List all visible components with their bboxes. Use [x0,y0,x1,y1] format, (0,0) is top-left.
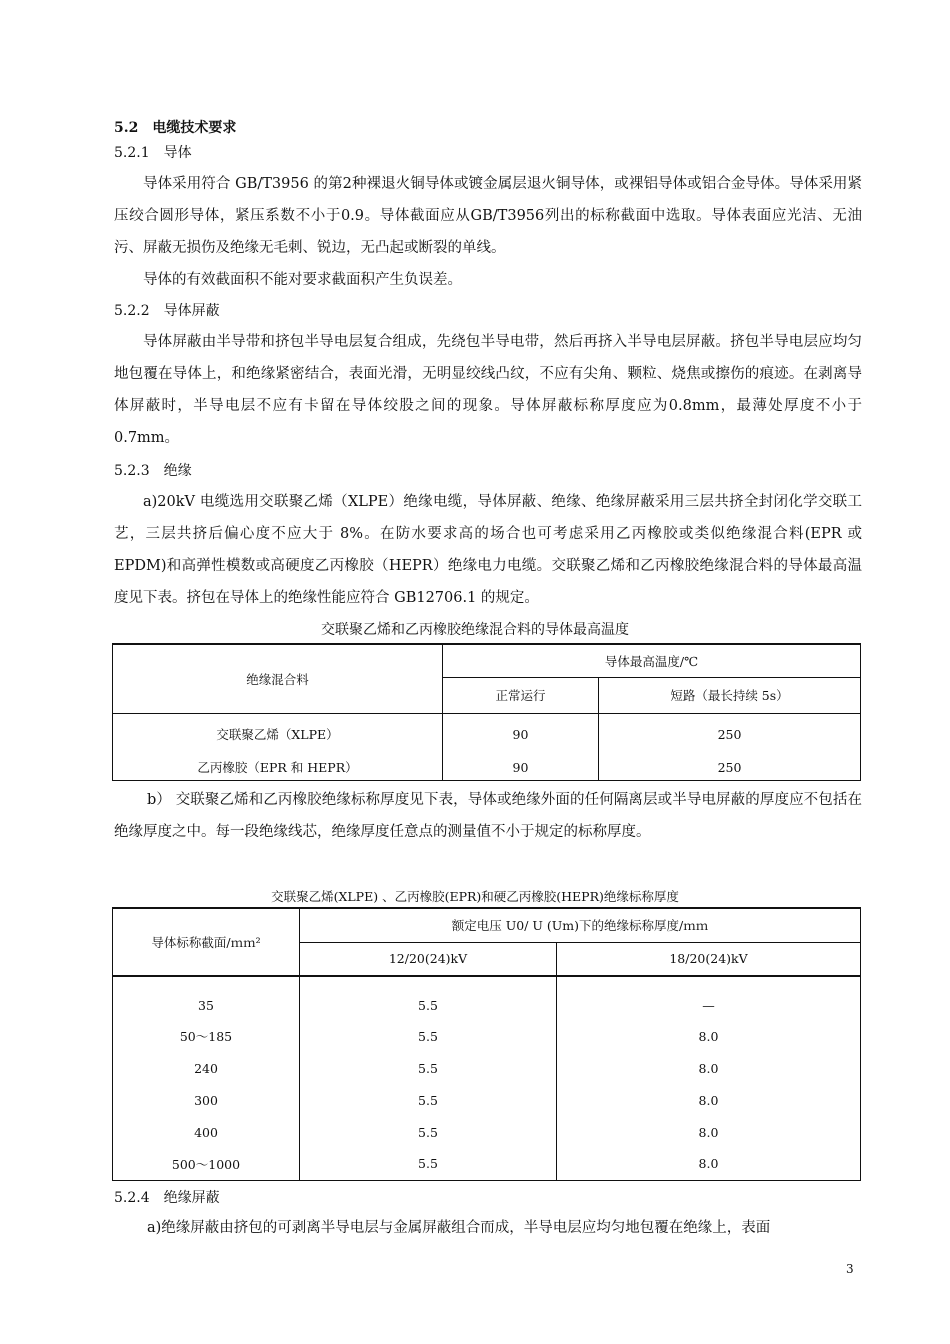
cell-normal: 90 [443,713,599,755]
col-header-18-20kv: 18/20(24)kV [557,942,861,976]
cell-12-20kv: 5.5 [300,1084,557,1116]
section-5-2-3-paragraph-b: b） 交联聚乙烯和乙丙橡胶绝缘标称厚度见下表，导体或绝缘外面的任何隔离层或半导电屏蔽的厚度应不包括在绝缘厚度之中。每一段绝缘线芯，绝缘厚度任意点的测量值不小于规定的标称厚度。 [114,792,862,840]
cell-18-20kv: 8.0 [698,1060,719,1076]
cell-section: 300 [113,1084,300,1116]
col-header-material: 绝缘混合料 [113,644,443,713]
section-5-2-2-heading: 5.2.2 导体屏蔽 [114,303,220,319]
cell-short: 250 [717,726,742,742]
cell-short: 250 [717,759,742,775]
table-row [113,1084,861,1116]
cell-section: 50～185 [113,1020,300,1052]
section-5-2-3-paragraph-a: a)20kV 电缆选用交联聚乙烯（XLPE）绝缘电缆，导体屏蔽、绝缘、绝缘屏蔽采用三层共挤全封闭化学交联工艺，三层共挤后偏心度不应大于 8%。在防水要求高的场合也可考虑采用乙丙橡胶或类似绝缘混合料(EPR 或 EPDM)和高弹性模数或高硬度乙丙橡胶（HEPR）绝缘电力电缆。交联聚乙烯和乙丙橡胶绝缘混合料的导体最高温度见下表。挤包在导体上的绝缘性能应符合 GB12706.1 的规定。 [114,494,862,606]
section-5-2-1-heading: 5.2.1 导体 [114,145,192,161]
table-row [113,976,861,1020]
cell-18-20kv: 8.0 [698,1156,719,1172]
cell-material: 乙丙橡胶（EPR 和 HEPR） [113,755,443,780]
section-5-2-4-heading: 5.2.4 绝缘屏蔽 [114,1190,220,1206]
section-5-2-3-heading: 5.2.3 绝缘 [114,463,192,479]
cell-section: 35 [113,976,300,1020]
table-row [113,1116,861,1148]
table-row [113,713,861,755]
table-row [113,1020,861,1052]
section-5-2-2-paragraph: 导体屏蔽由半导带和挤包半导电层复合组成，先绕包半导电带，然后再挤入半导电层屏蔽。挤包半导电层应均匀地包覆在导体上，和绝缘紧密结合，表面光滑，无明显绞线凸纹，不应有尖角、颗粒、烧焦或擦伤的痕迹。在剥离导体屏蔽时，半导电层不应有卡留在导体绞股之间的现象。导体屏蔽标称厚度应为0.8mm，最薄处厚度不小于0.7mm。 [114,334,862,446]
cell-section: 240 [113,1052,300,1084]
table-row [113,755,861,780]
col-header-12-20kv: 12/20(24)kV [300,942,557,976]
table-1-caption: 交联聚乙烯和乙丙橡胶绝缘混合料的导体最高温度 [321,622,629,638]
col-header-max-temperature: 导体最高温度/℃ [443,644,861,677]
cell-18-20kv: 8.0 [698,1028,719,1044]
section-5-2-heading: 5.2 电缆技术要求 [114,120,237,136]
col-header-short-circuit: 短路（最长持续 5s） [599,677,861,713]
table-row [113,1148,861,1180]
insulation-thickness-table [112,907,861,1181]
max-temperature-table [112,643,861,781]
col-header-rated-voltage-thickness: 额定电压 U0/ U (Um)下的绝缘标称厚度/ｍｍ [300,908,861,942]
cell-section: 500～1000 [113,1148,300,1180]
table-row [113,1052,861,1084]
col-header-conductor-section: 导体标称截面/ｍｍ² [113,908,300,976]
cell-12-20kv: 5.5 [300,1116,557,1148]
cell-12-20kv: 5.5 [300,1052,557,1084]
cell-18-20kv: — [702,998,715,1013]
cell-18-20kv: 8.0 [698,1124,719,1140]
col-header-normal-operation: 正常运行 [443,677,599,713]
cell-18-20kv: 8.0 [698,1092,719,1108]
cell-12-20kv: 5.5 [300,1020,557,1052]
cell-12-20kv: 5.5 [300,976,557,1020]
cell-section: 400 [113,1116,300,1148]
cell-normal: 90 [443,755,599,780]
page-number: 3 [846,1262,854,1276]
section-5-2-1-paragraph-2: 导体的有效截面积不能对要求截面积产生负误差。 [143,272,462,288]
cell-material: 交联聚乙烯（XLPE） [113,713,443,755]
section-5-2-1-paragraph-1: 导体采用符合 GB/T3956 的第2种裸退火铜导体或镀金属层退火铜导体，或裸铝导体或铝合金导体。导体采用紧压绞合圆形导体，紧压系数不小于0.9。导体截面应从GB/T3956列出的标称截面中选取。导体表面应光洁、无油污、屏蔽无损伤及绝缘无毛刺、锐边，无凸起或断裂的单线。 [114,176,862,256]
cell-12-20kv: 5.5 [300,1148,557,1180]
section-5-2-4-paragraph-a: a)绝缘屏蔽由挤包的可剥离半导电层与金属屏蔽组合而成，半导电层应均匀地包覆在绝缘上，表面 [147,1220,771,1236]
table-2-caption: 交联聚乙烯(XLPE) 、乙丙橡胶(EPR)和硬乙丙橡胶(HEPR)绝缘标称厚度 [271,889,679,904]
